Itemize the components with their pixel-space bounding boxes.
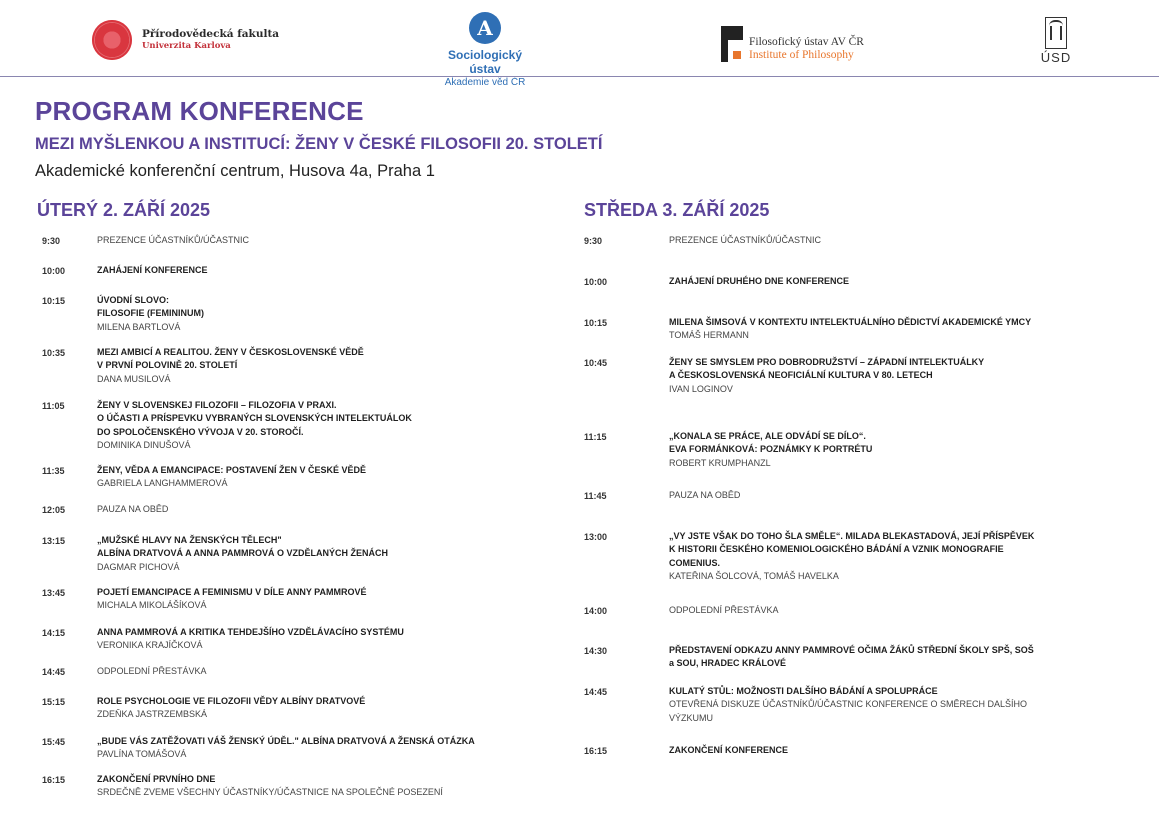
item-title-line: ŽENY, VĚDA A EMANCIPACE: POSTAVENÍ ŽEN V ČESKÉ VĚDĚ [97,465,367,475]
item-body [97,503,168,517]
item-body [669,604,779,618]
item-plain-text: PAUZA NA OBĚD [97,504,169,514]
item-title-line: DO SPOLOČENSKÉHO VÝVOJA V 20. STOROČÍ. [97,426,304,437]
item-speaker: GABRIELA LANGHAMMEROVÁ [97,478,228,489]
schedule-item [42,399,562,453]
item-title-line: K HISTORII ČESKÉHO KOMENIOLOGICKÉHO BÁDÁNÍ A VZNIK MONOGRAFIE [669,544,1004,555]
item-body [97,695,365,722]
university-seal-icon [92,20,132,60]
item-time: 11:05 [42,401,65,411]
item-time: 14:30 [584,646,608,656]
item-speaker-line: VÝZKUMU [669,712,714,723]
item-body [97,399,412,453]
building-icon [1045,17,1067,49]
schedule-item [42,464,562,491]
item-body [97,626,404,653]
item-body [669,530,1034,584]
item-title-line: „KONALA SE PRÁCE, ALE ODVÁDÍ SE DÍLO“. [669,431,866,441]
item-time: 14:45 [584,687,608,697]
schedule-item [584,744,1104,758]
schedule-item [584,356,1104,396]
logo-subname: Univerzita Karlova [142,41,231,51]
item-title: ZAKONČENÍ KONFERENCE [669,745,789,755]
item-body [97,264,208,278]
logo-subname: Akademie věd ČR [444,77,526,88]
item-speaker: DAGMAR PICHOVÁ [97,561,180,572]
item-body [669,685,1027,725]
item-time: 10:15 [42,296,66,306]
item-time: 10:35 [42,348,66,358]
item-time: 15:15 [42,697,66,707]
item-plain-text: ODPOLEDNÍ PŘESTÁVKA [97,666,207,676]
item-speaker: IVAN LOGINOV [669,383,733,394]
schedule-item [584,644,1104,671]
schedule-item [42,665,562,679]
item-title-line: ÚVODNÍ SLOVO: [97,295,170,305]
item-speaker: MICHALA MIKOLÁŠÍKOVÁ [97,600,207,611]
item-title-line: POJETÍ EMANCIPACE A FEMINISMU V DÍLE ANNY PAMMROVÉ [97,587,367,597]
logo-name: Filosofický ústav AV ČR [749,36,864,48]
item-time: 12:05 [42,505,66,515]
schedule-item [584,234,1104,248]
schedule-item [584,430,1104,470]
logo-usd [1040,17,1072,65]
item-body [669,275,849,289]
venue: Akademické konferenční centrum, Husova 4a, Praha 1 [35,162,435,180]
item-time: 14:00 [584,606,608,616]
item-title-line: A ČESKOSLOVENSKÁ NEOFICIÁLNÍ KULTURA V 80. LETECH [669,370,933,381]
item-speaker-line: OTEVŘENÁ DISKUZE ÚČASTNÍKŮ/ÚČASTNIC KONFERENCE O SMĚRECH DALŠÍHO [669,699,1028,710]
schedule-item [584,275,1104,289]
item-time: 13:00 [584,532,608,542]
item-speaker: SRDEČNĚ ZVEME VŠECHNY ÚČASTNÍKY/ÚČASTNICE NA SPOLEČNÉ POSEZENÍ [97,787,443,798]
logo-sociologicky-ustav [432,12,538,89]
item-title-line: ALBÍNA DRATVOVÁ A ANNA PAMMROVÁ O VZDĚLANÝCH ŽENÁCH [97,548,388,559]
schedule-item [42,626,562,653]
item-title-line: MEZI AMBICÍ A REALITOU. ŽENY V ČESKOSLOVENSKÉ VĚDĚ [97,347,364,357]
item-time: 15:45 [42,737,66,747]
item-title-line: FILOSOFIE (FEMININUM) [97,308,204,319]
item-speaker: ROBERT KRUMPHANZL [669,457,771,468]
logo-filosoficky-ustav [721,26,864,62]
item-time: 13:45 [42,588,66,598]
item-speaker: DOMINIKA DINUŠOVÁ [97,440,191,451]
item-speaker: DANA MUSILOVÁ [97,373,171,384]
item-title-line: ZAKONČENÍ PRVNÍHO DNE [97,774,216,784]
item-time: 9:30 [42,236,61,246]
item-plain-text: PREZENCE ÚČASTNÍKŮ/ÚČASTNIC [97,235,250,245]
item-title: ZAHÁJENÍ KONFERENCE [97,265,208,275]
item-time: 10:00 [584,277,608,287]
item-title-line: O ÚČASTI A PRÍSPEVKU VYBRANÝCH SLOVENSKÝCH INTELEKTUÁLOK [97,413,412,424]
header-divider [0,76,1159,77]
item-title-line: V PRVNÍ POLOVINĚ 20. STOLETÍ [97,360,238,371]
item-speaker: PAVLÍNA TOMÁŠOVÁ [97,749,187,760]
item-title-line: ŽENY V SLOVENSKEJ FILOZOFII – FILOZOFIA V PRAXI. [97,400,337,410]
item-title-line: MILENA ŠIMSOVÁ V KONTEXTU INTELEKTUÁLNÍHO DĚDICTVÍ AKADEMICKÉ YMCY [669,317,1032,327]
item-speaker: KATEŘINA ŠOLCOVÁ, TOMÁŠ HAVELKA [669,571,839,582]
item-body [669,356,984,396]
schedule-item [42,264,562,278]
item-time: 10:00 [42,266,66,276]
item-time: 14:45 [42,667,66,677]
schedule-item [42,695,562,722]
day-title-wednesday: STŘEDA 3. ZÁŘÍ 2025 [584,200,770,220]
item-title-line: „VY JSTE VŠAK DO TOHO ŠLA SMĚLE“. MILADA BLEKASTADOVÁ, JEJÍ PŘÍSPĚVEK [669,531,1035,541]
item-body [97,735,475,762]
item-title-line: „BUDE VÁS ZATĚŽOVATI VÁŠ ŽENSKÝ ÚDĚL." ALBÍNA DRATVOVÁ A ŽENSKÁ OTÁZKA [97,736,475,746]
item-title-line: a SOU, HRADEC KRÁLOVÉ [669,658,787,669]
logo-name: Přírodovědecká fakulta [142,28,280,40]
item-title-line: PŘEDSTAVENÍ ODKAZU ANNY PAMMROVÉ OČIMA ŽÁKŮ STŘEDNÍ ŠKOLY SPŠ, SOŠ [669,645,1034,655]
item-body [669,430,872,470]
item-title-line: EVA FORMÁNKOVÁ: POZNÁMKY K PORTRÉTU [669,444,873,455]
item-title-line: ANNA PAMMROVÁ A KRITIKA TEHDEJŠÍHO VZDĚLÁVACÍHO SYSTÉMU [97,627,404,637]
logo-header [0,0,1159,88]
item-body [97,464,366,491]
schedule-item [42,234,562,248]
item-time: 11:35 [42,466,65,476]
schedule-item [584,489,1104,503]
item-time: 11:45 [584,491,607,501]
schedule-item [584,685,1104,725]
item-body [97,586,367,613]
logo-prirodovedecka-fakulta [92,20,279,60]
item-time: 10:15 [584,318,608,328]
schedule-item [42,503,562,517]
item-body [669,234,821,248]
item-body [669,744,788,758]
item-time: 16:15 [42,775,66,785]
item-speaker: TOMÁŠ HERMANN [669,330,749,341]
item-body [97,665,207,679]
schedule-item [42,735,562,762]
schedule-item [42,294,562,334]
item-title-line: ROLE PSYCHOLOGIE VE FILOZOFII VĚDY ALBÍNY DRATVOVÉ [97,696,366,706]
item-body [669,316,1031,343]
item-body [97,234,249,248]
schedule-item [584,316,1104,343]
item-body [97,773,443,800]
item-time: 9:30 [584,236,603,246]
item-title-line: ŽENY SE SMYSLEM PRO DOBRODRUŽSTVÍ – ZÁPADNÍ INTELEKTUÁLKY [669,357,985,367]
item-time: 14:15 [42,628,66,638]
item-speaker: ZDEŇKA JASTRZEMBSKÁ [97,709,208,720]
item-body [97,346,364,386]
item-plain-text: ODPOLEDNÍ PŘESTÁVKA [669,605,779,615]
item-body [669,644,1034,671]
item-body [669,489,740,503]
item-plain-text: PAUZA NA OBĚD [669,490,741,500]
item-body [97,294,204,334]
item-title-line: COMENIUS. [669,557,721,568]
item-plain-text: PREZENCE ÚČASTNÍKŮ/ÚČASTNIC [669,235,822,245]
logo-name: Sociologický ústav [447,48,523,76]
conference-subtitle: MEZI MYŠLENKOU A INSTITUCÍ: ŽENY V ČESKÉ FILOSOFII 20. STOLETÍ [35,135,603,153]
item-time: 11:15 [584,432,607,442]
logo-subname: Institute of Philosophy [749,49,854,61]
item-title-line: KULATÝ STŮL: MOŽNOSTI DALŠÍHO BÁDÁNÍ A SPOLUPRÁCE [669,686,938,696]
item-speaker: MILENA BARTLOVÁ [97,321,181,332]
item-speaker: VERONIKA KRAJÍČKOVÁ [97,640,203,651]
schedule-item [42,534,562,574]
item-body [97,534,388,574]
day-title-tuesday: ÚTERÝ 2. ZÁŘÍ 2025 [37,200,211,220]
item-time: 16:15 [584,746,608,756]
schedule-item [42,586,562,613]
f-mark-icon [721,26,743,62]
schedule-item [584,604,1104,618]
schedule-item [42,773,562,800]
item-time: 13:15 [42,536,66,546]
logo-name: ÚSD [1040,50,1072,65]
page-title: PROGRAM KONFERENCE [35,96,364,126]
sociology-a-icon: A [469,12,501,44]
item-title-line: „MUŽSKÉ HLAVY NA ŽENSKÝCH TĚLECH" [97,535,282,545]
schedule-item [584,530,1104,584]
item-title: ZAHÁJENÍ DRUHÉHO DNE KONFERENCE [669,276,850,286]
item-time: 10:45 [584,358,608,368]
schedule-item [42,346,562,386]
